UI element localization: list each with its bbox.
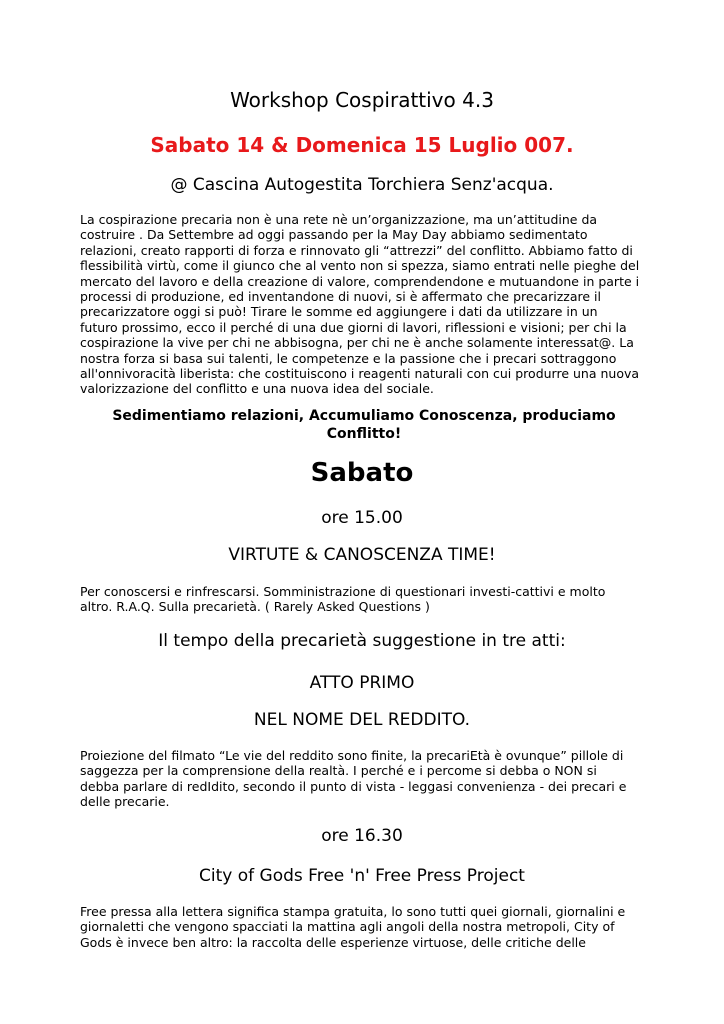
tempo-heading: Il tempo della precarietà suggestione in tre atti: (158, 631, 566, 651)
act-heading: ATTO PRIMO (309, 673, 415, 693)
session-title-2: City of Gods Free 'n' Free Press Project (199, 866, 525, 886)
intro-line: all'onnivoracità liberista: che costituiscono i reagenti naturali con cui produrre una nuova (80, 366, 640, 382)
time-heading-2: ore 16.30 (321, 826, 403, 846)
act-line: Proiezione del filmato “Le vie del reddito sono finite, la precariEtà è ovunque” pillole di (80, 748, 624, 763)
time-heading-1: ore 15.00 (321, 508, 403, 528)
intro-line: mercato del lavoro e della creazione di valore, comprendendone e mutuandone in parte i (80, 273, 640, 289)
session-title-1: VIRTUTE & CANOSCENZA TIME! (228, 545, 496, 565)
event-dates: Sabato 14 & Domenica 15 Luglio 007. (150, 133, 574, 157)
intro-line: precarizzatore oggi si può! Tirare le somme ed aggiungere i dati da utilizzare in un (80, 304, 598, 320)
intro-line: costruire . Da Settembre ad oggi passando per la May Day abbiamo sedimentato (80, 227, 588, 243)
session-line: Per conoscersi e rinfrescarsi. Somministrazione di questionari investi-cattivi e molto (80, 584, 606, 599)
slogan-line: Sedimentiamo relazioni, Accumuliamo Conoscenza, produciamo (112, 408, 616, 424)
act-line: delle precarie. (80, 794, 170, 810)
act-line: debba parlare di redIdito, secondo il punto di vista - leggasi convenienza - dei precari e (80, 778, 627, 794)
intro-paragraph (80, 212, 648, 397)
session-line: Gods è invece ben altro: la raccolta delle esperienze virtuose, delle critiche delle (80, 934, 586, 950)
session-line: giornaletti che vengono spacciati la mattina agli angoli della nostra metropoli, City of (80, 919, 615, 935)
slogan (80, 407, 648, 443)
session-description-2 (80, 904, 648, 950)
act-line: saggezza per la comprensione della realtà. I perché e i percome si debba o NON si (80, 763, 597, 779)
slogan-line: Conflitto! (326, 426, 402, 442)
session-description-1 (80, 584, 648, 615)
session-line: altro. R.A.Q. Sulla precarietà. ( Rarely Asked Questions ) (80, 599, 430, 615)
day-heading: Sabato (310, 458, 414, 488)
intro-line: cospirazione la vive per chi ne abbisogna, per chi ne è anche solamente interessat@. La (80, 335, 634, 351)
intro-line: futuro prossimo, ecco il perché di una due giorni di lavori, riflessioni e visioni; per chi la (80, 319, 627, 335)
intro-line: valorizzazione del conflitto e una nuova idea del sociale. (80, 381, 434, 397)
workshop-title: Workshop Cospirattivo 4.3 (230, 88, 494, 112)
intro-line: relazioni, creato rapporti di forza e rinnovato gli “attrezzi” del conflitto. Abbiamo fatto di (80, 242, 633, 258)
event-venue: @ Cascina Autogestita Torchiera Senz'acqua. (170, 175, 554, 195)
session-line: Free pressa alla lettera significa stampa gratuita, lo sono tutti quei giornali, giornalini e (80, 904, 626, 919)
intro-line: nostra forza si basa sui talenti, le competenze e la passione che i precari sottraggono (80, 350, 617, 366)
intro-line: flessibilità virtù, come il giunco che al vento non si spezza, siamo entrati nelle pieghe del (80, 258, 640, 274)
intro-line: processi di produzione, ed inventandone di nuovi, si è affermato che precarizzare il (80, 289, 601, 305)
act-description (80, 748, 648, 810)
intro-line: La cospirazione precaria non è una rete nè un’organizzazione, ma un’attitudine da (80, 212, 598, 227)
act-title: NEL NOME DEL REDDITO. (253, 710, 471, 730)
